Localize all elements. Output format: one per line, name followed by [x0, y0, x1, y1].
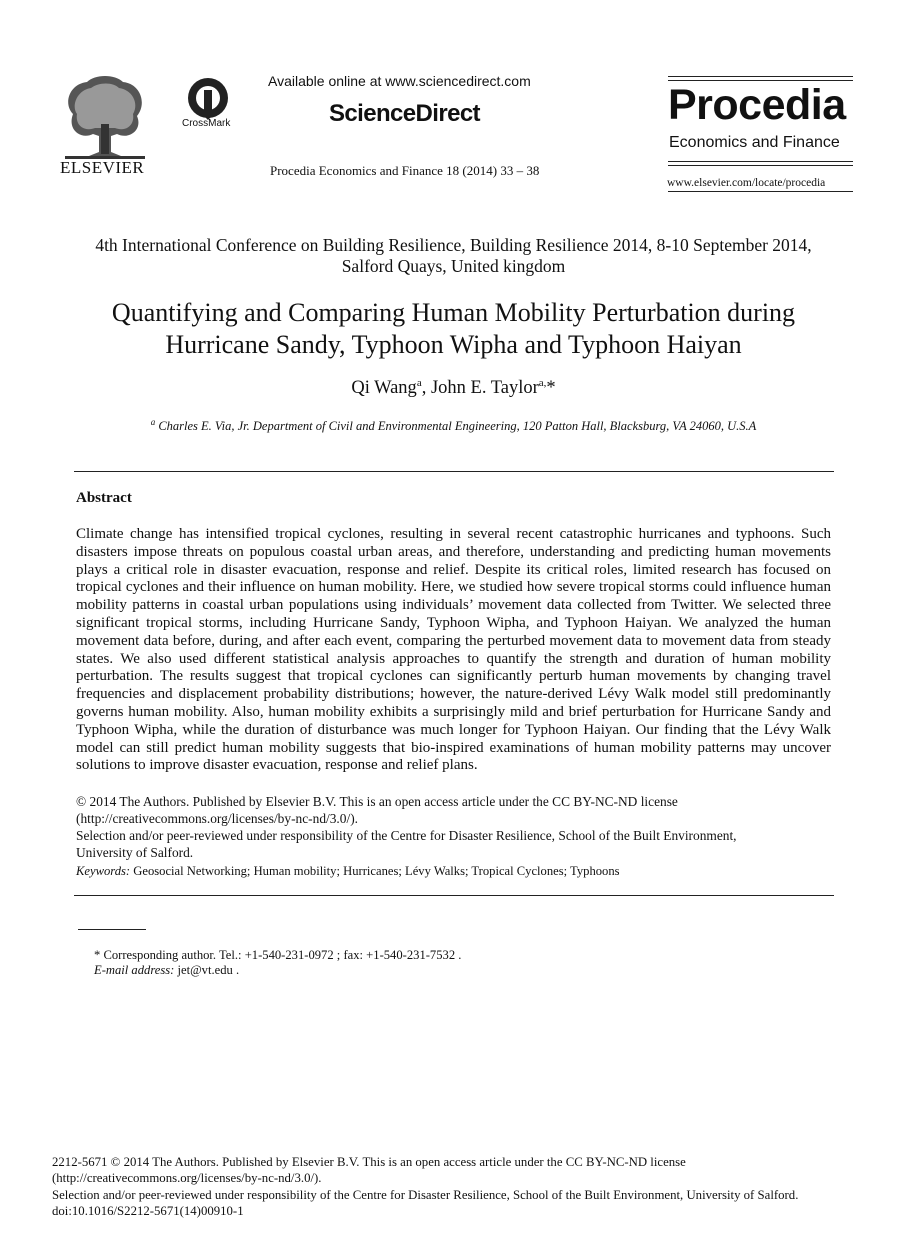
email-address[interactable]: jet@vt.edu .: [177, 963, 240, 977]
procedia-subtitle: Economics and Finance: [669, 134, 840, 151]
procedia-wordmark: Procedia: [668, 81, 846, 129]
keywords-list: Geosocial Networking; Human mobility; Hurricanes; Lévy Walks; Tropical Cyclones; Typhoons: [133, 864, 620, 878]
keywords: [76, 864, 620, 879]
email-line: [94, 963, 239, 978]
author-1-sup: a: [416, 377, 422, 389]
doi[interactable]: doi:10.1016/S2212-5671(14)00910-1: [52, 1204, 244, 1218]
procedia-rule-mid: [668, 161, 853, 162]
abstract-heading: Abstract: [76, 490, 132, 506]
procedia-rule-top: [668, 76, 853, 77]
footer-license-link[interactable]: (http://creativecommons.org/licenses/by-nc-nd/3.0/).: [52, 1171, 322, 1185]
author-2: John E. Taylor: [430, 378, 539, 399]
author-1: Qi Wang: [351, 378, 417, 399]
elsevier-wordmark: ELSEVIER: [60, 158, 145, 177]
journal-url[interactable]: www.elsevier.com/locate/procedia: [667, 177, 826, 189]
abstract-body: Climate change has intensified tropical cyclones, resulting in several recent catastrophic hurricanes and typhoons. Such disasters impose threats on populous coastal urban areas, and therefore, understanding and predicting human movements plays a critical role in disaster evacuation, response and relief. Despite its critical roles, limited research has focused on tropical cyclones and their influence on human mobility. Here, we studied how severe tropical storms could influence human mobility patterns in coastal urban populations using individuals’ movement data collected from Twitter. We selected three significant tropical storms, including Hurricane Sandy, Typhoon Wipha, and Typhoon Haiyan. We analyzed the human movement data before, during, and after each event, comparing the perturbed movement data to movement data from steady states. We also used different statistical analysis approaches to quantify the strength and duration of human mobility perturbation. The results suggest that tropical cyclones can significantly perturb human movements by changing travel frequencies and displacement probability distributions; however, the nature-derived Lévy Walk model still predominantly governs human mobility. Also, human mobility exhibits a surprisingly mild and brief perturbation for Hurricane Sandy and Typhoon Wipha, while the duration of disturbance was much longer for Typhoon Haiyan. Our finding that the Lévy Walk model can still predict human mobility suggests that bio-inspired examinations of human mobility patterns may uncover solutions to improve disaster evacuation, response and relief plans.: [76, 526, 831, 774]
title-line-1: Quantifying and Comparing Human Mobility Perturbation during: [111, 298, 796, 327]
divider-top: [74, 471, 834, 472]
selection-line-2: University of Salford.: [76, 845, 194, 860]
author-2-sup: a,: [538, 377, 547, 389]
license-link[interactable]: (http://creativecommons.org/licenses/by-nc-nd/3.0/).: [76, 811, 359, 826]
crossmark-label: CrossMark: [182, 118, 231, 129]
sciencedirect-wordmark: ScienceDirect: [329, 100, 480, 127]
procedia-rule-mid-2: [668, 165, 853, 166]
affiliation-text: Charles E. Via, Jr. Department of Civil and Environmental Engineering, 120 Patton Hall, Blacksburg, VA 24060, U.S.A: [158, 419, 757, 434]
author-separator: ,: [421, 378, 431, 399]
footer-line-1: 2212-5671 © 2014 The Authors. Published by Elsevier B.V. This is an open access article under the CC BY-NC-ND license: [52, 1155, 686, 1169]
selection-line-1: Selection and/or peer-reviewed under responsibility of the Centre for Disaster Resilience, School of the Built Environment,: [76, 828, 737, 843]
copyright-line-1: © 2014 The Authors. Published by Elsevier B.V. This is an open access article under the CC BY-NC-ND license: [76, 794, 678, 809]
title-line-2: Hurricane Sandy, Typhoon Wipha and Typhoon Haiyan: [165, 330, 742, 359]
corresponding-star: *: [546, 378, 556, 399]
paper-title: [70, 297, 837, 361]
keywords-label: Keywords:: [76, 864, 131, 878]
affiliation-sup: a: [150, 417, 156, 427]
divider-bottom: [74, 895, 834, 896]
available-online-text: Available online at www.sciencedirect.com: [268, 73, 531, 89]
footer-selection: Selection and/or peer-reviewed under responsibility of the Centre for Disaster Resilience, School of the Built Environment, University of Salford.: [52, 1188, 799, 1202]
conference-line: 4th International Conference on Building Resilience, Building Resilience 2014, 8-10 September 2014, Salford Quays, United kingdom: [95, 235, 812, 276]
corresponding-author: * Corresponding author. Tel.: +1-540-231-0972 ; fax: +1-540-231-7532 .: [94, 948, 462, 962]
footnote-rule: [78, 929, 146, 930]
procedia-rule-bottom: [668, 191, 853, 192]
authors: [70, 377, 837, 399]
journal-reference: Procedia Economics and Finance 18 (2014) 33 – 38: [270, 163, 540, 178]
email-label: E-mail address:: [94, 963, 175, 977]
affiliation: [70, 417, 837, 434]
